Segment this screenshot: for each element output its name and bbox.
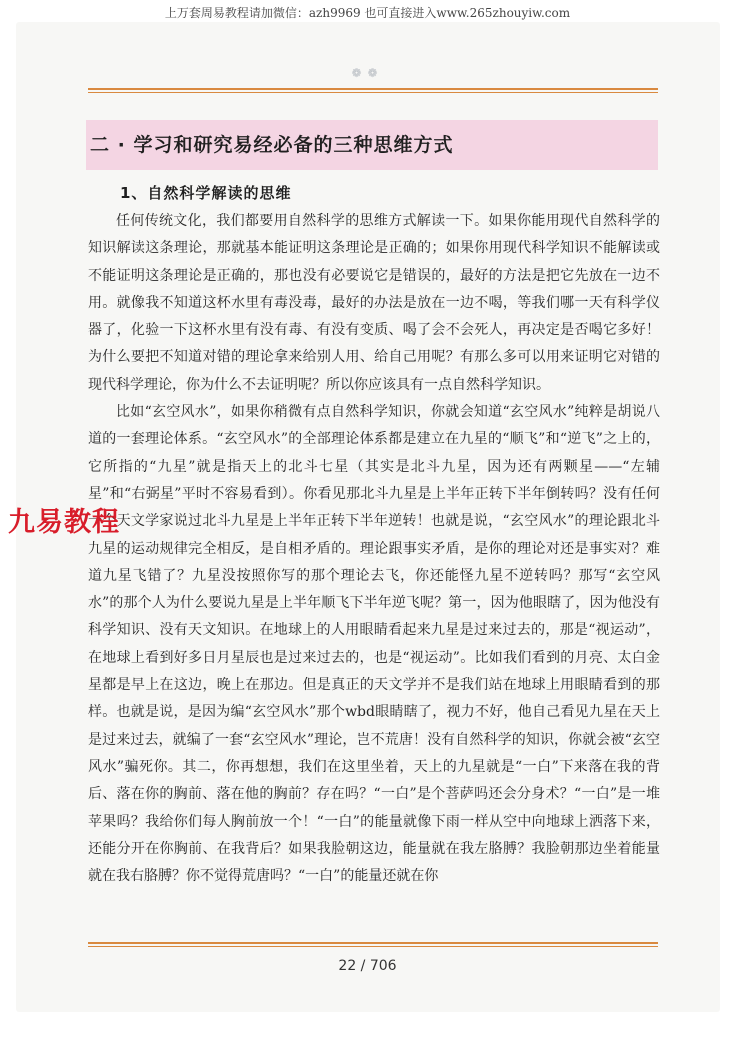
bottom-rule: [88, 942, 658, 944]
body-text: [88, 208, 660, 890]
watermark-header: 上万套周易教程请加微信：azh9969 也可直接进入www.265zhouyiw.com: [164, 6, 571, 20]
subsection-heading: 1、自然科学解读的思维: [120, 184, 292, 202]
flower-ornament-icon: ❁❁: [351, 66, 384, 80]
top-rule: [88, 88, 658, 90]
bottom-rule-thin: [88, 946, 658, 947]
page-number: 22 / 706: [338, 958, 397, 974]
top-rule-thin: [88, 92, 658, 93]
side-watermark: 九易教程: [8, 507, 120, 538]
paragraph: 任何传统文化，我们都要用自然科学的思维方式解读一下。如果你能用现代自然科学的知识解读这条理论，那就基本能证明这条理论是正确的；如果你用现代科学知识不能解读或不能证明这条理论是正确的，那也没有必要说它是错误的，最好的方法是把它先放在一边不用。就像我不知道这杯水里有毒没毒，最好的办法是放在一边不喝，等我们哪一天有科学仪器了，化验一下这杯水里有没有毒、有没有变质、喝了会不会死人，再决定是否喝它多好！为什么要把不知道对错的理论拿来给别人用、给自己用呢？有那么多可以用来证明它对错的现代科学理论，你为什么不去证明呢？所以你应该具有一点自然科学知识。: [88, 213, 660, 393]
section-heading: 二 · 学习和研究易经必备的三种思维方式: [90, 134, 454, 156]
paragraph: 比如“玄空风水”，如果你稍微有点自然科学知识，你就会知道“玄空风水”纯粹是胡说八道的一套理论体系。“玄空风水”的全部理论体系都是建立在九星的“顺飞”和“逆飞”之上的，它所指的“九星”就是指天上的北斗七星（其实是北斗九星，因为还有两颗星——“左辅星”和“右弼星”平时不容易看到）。你看见那北斗九星是上半年正转下半年倒转吗？没有任何一个天文学家说过北斗九星是上半年正转下半年逆转！也就是说，“玄空风水”的理论跟北斗九星的运动规律完全相反，是自相矛盾的。理论跟事实矛盾，是你的理论对还是事实对？难道九星飞错了？九星没按照你写的那个理论去飞，你还能怪九星不逆转吗？那写“玄空风水”的那个人为什么要说九星是上半年顺飞下半年逆飞呢？第一，因为他眼瞎了，因为他没有科学知识、没有天文知识。在地球上的人用眼睛看起来九星是过来过去的，那是“视运动”，在地球上看到好多日月星辰也是过来过去的，也是“视运动”。比如我们看到的月亮、太白金星都是早上在这边，晚上在那边。但是真正的天文学并不是我们站在地球上用眼睛看到的那样。也就是说，是因为编“玄空风水”那个wbd眼睛瞎了，视力不好，他自己看见九星在天上是过来过去，就编了一套“玄空风水”理论，岂不荒唐！没有自然科学的知识，你就会被“玄空风水”骗死你。其二，你再想想，我们在这里坐着，天上的九星就是“一白”下来落在我的背后、落在你的胸前、落在他的胸前？存在吗？“一白”是个菩萨吗还会分身术？“一白”是一堆苹果吗？我给你们每人胸前放一个！“一白”的能量就像下雨一样从空中向地球上洒落下来，还能分开在你胸前、在我背后？如果我脸朝这边，能量就在我左胳膊？我脸朝那边坐着能量就在我右胳膊？你不觉得荒唐吗？“一白”的能量还就在你: [88, 404, 660, 885]
